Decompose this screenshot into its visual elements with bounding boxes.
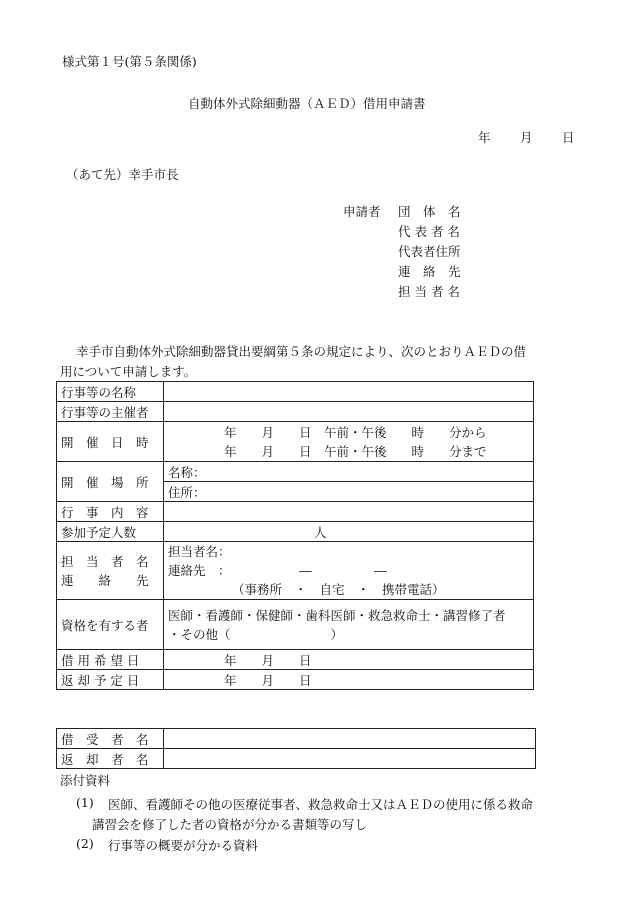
attachment-1-number: (1)	[76, 795, 94, 810]
borrower-name-label: 借 受 者 名	[57, 729, 164, 749]
table-row	[57, 650, 534, 670]
event-name-label: 行事等の名称	[57, 382, 164, 402]
contact-person-field[interactable]	[164, 542, 534, 600]
returner-name-field[interactable]	[164, 749, 536, 769]
event-name-field[interactable]	[164, 382, 534, 402]
table-row	[57, 422, 534, 462]
return-date-placeholder: 年 月 日	[224, 672, 312, 688]
event-datetime-field[interactable]	[164, 422, 534, 462]
borrow-date-field[interactable]	[164, 650, 534, 670]
event-content-field[interactable]	[164, 502, 534, 522]
applicant-group-name: 団 体 名	[398, 204, 461, 219]
expected-attendees-field[interactable]	[164, 522, 534, 542]
contact-phone-types: （事務所 ・ 自宅 ・ 携帯電話）	[232, 582, 445, 597]
returner-name-label: 返 却 者 名	[57, 749, 164, 769]
table-row	[57, 522, 534, 542]
table-row	[57, 600, 534, 650]
expected-attendees-label: 参加予定人数	[57, 522, 164, 542]
borrow-date-placeholder: 年 月 日	[224, 652, 312, 668]
date-year: 年	[478, 130, 491, 145]
date-month: 月	[520, 130, 533, 145]
contact-person-label-line2: 連 絡 先	[61, 572, 149, 588]
event-datetime-start: 年 月 日 午前・午後 時 分から	[224, 424, 487, 440]
venue-address-label: 住所：	[168, 484, 206, 500]
venue-name-field[interactable]	[164, 462, 534, 482]
return-date-field[interactable]	[164, 670, 534, 690]
borrower-table	[56, 728, 536, 769]
venue-name-label: 名称：	[168, 464, 206, 480]
date-day: 日	[562, 130, 575, 145]
form-number: 様式第１号(第５条関係)	[62, 54, 197, 69]
borrow-date-label: 借 用 希 望 日	[57, 650, 164, 670]
borrower-name-field[interactable]	[164, 729, 536, 749]
applicant-label: 申請者	[343, 204, 381, 219]
applicant-rep-address: 代表者住所	[398, 244, 461, 259]
contact-name-line: 担当者名：	[168, 544, 231, 559]
attachment-1-line2: 講習会を修了した者の資格が分かる書類等の写し	[92, 817, 368, 832]
event-content-label: 行 事 内 容	[57, 502, 164, 522]
attachments-heading: 添付資料	[60, 773, 111, 788]
table-row	[57, 462, 534, 482]
contact-person-label	[57, 542, 164, 600]
attachment-2-number: (2)	[76, 836, 94, 851]
event-venue-label: 開 催 場 所	[57, 462, 164, 502]
applicant-person-in-charge: 担 当 者 名	[398, 284, 460, 299]
table-row	[57, 542, 534, 600]
addressee: （あて先）幸手市長	[66, 167, 179, 182]
contact-person-label-line1: 担 当 者 名	[61, 553, 149, 569]
table-row	[57, 670, 534, 690]
applicant-representative: 代 表 者 名	[398, 224, 460, 239]
table-row	[57, 502, 534, 522]
intro-line-1: 幸手市自動体外式除細動器貸出要綱第５条の規定により、次のとおりＡＥＤの借	[76, 344, 527, 359]
contact-phone-line: 連絡先 ： ― ―	[168, 563, 387, 578]
event-organizer-field[interactable]	[164, 402, 534, 422]
application-table	[56, 381, 534, 690]
qualification-other: ・その他（ ）	[168, 626, 344, 642]
table-row	[57, 382, 534, 402]
intro-line-2: 用について申請します。	[60, 364, 197, 379]
table-row	[57, 402, 534, 422]
return-date-label: 返 却 予 定 日	[57, 670, 164, 690]
table-row	[57, 749, 536, 769]
attendees-unit: 人	[314, 524, 327, 540]
applicant-contact: 連 絡 先	[398, 264, 461, 279]
attachment-1-line1: 医師、看護師その他の医療従事者、救急救命士又はＡＥＤの使用に係る救命	[108, 797, 534, 812]
venue-address-field[interactable]	[164, 482, 534, 502]
table-row	[57, 729, 536, 749]
attachment-2-text: 行事等の概要が分かる資料	[108, 838, 259, 853]
qualified-person-field[interactable]	[164, 600, 534, 650]
event-datetime-label: 開 催 日 時	[57, 422, 164, 462]
qualified-person-label: 資格を有する者	[57, 600, 164, 650]
event-organizer-label: 行事等の主催者	[57, 402, 164, 422]
event-datetime-end: 年 月 日 午前・午後 時 分まで	[224, 443, 487, 459]
document-title: 自動体外式除細動器（ＡＥＤ）借用申請書	[188, 96, 426, 111]
qualification-options: 医師・看護師・保健師・歯科医師・救急救命士・講習修了者	[168, 607, 506, 623]
